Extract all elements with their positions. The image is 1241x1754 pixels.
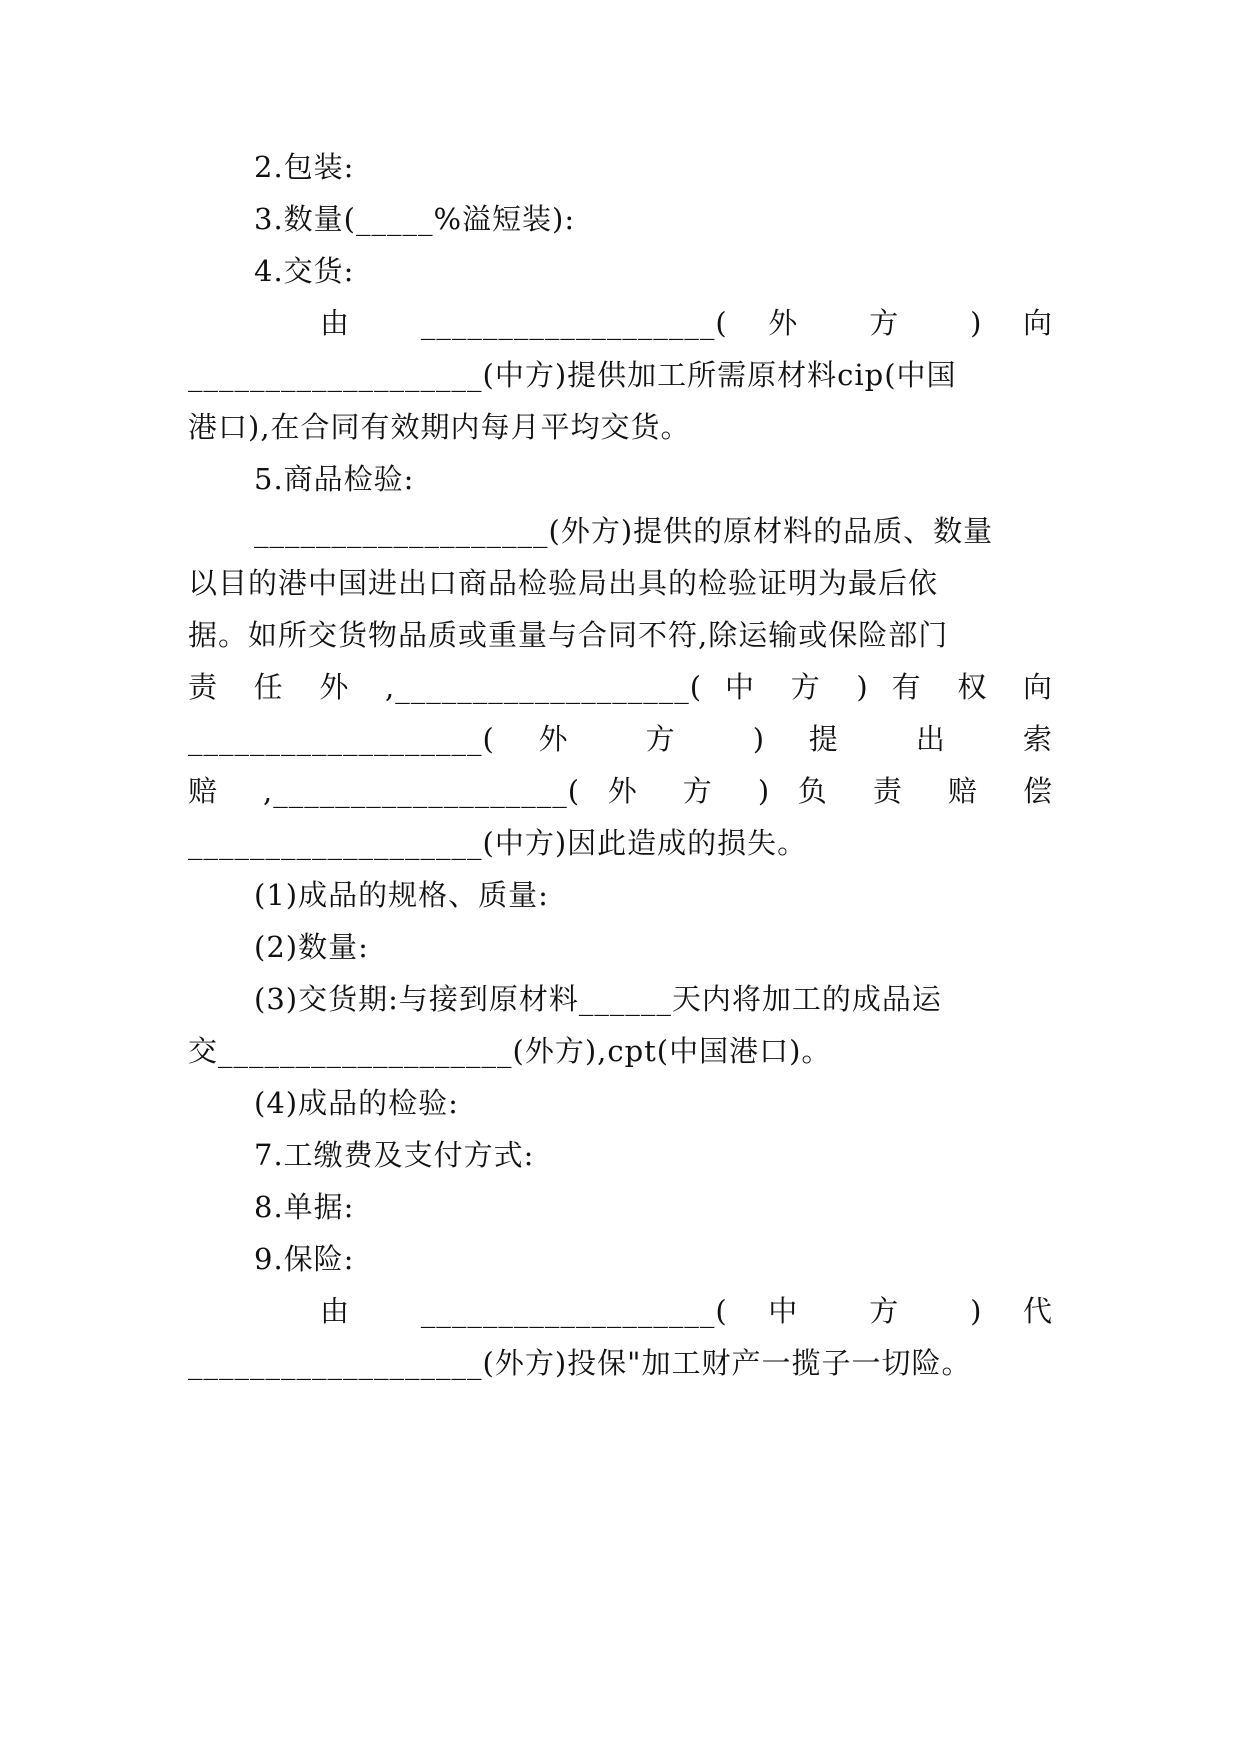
section-documents: 8.单据: <box>254 1190 355 1224</box>
delivery-line-2: ___________________(中方)提供加工所需原材料cip(中国 <box>188 358 957 392</box>
insurance-line-2: ___________________(外方)投保"加工财产一揽子一切险。 <box>188 1346 972 1380</box>
section-delivery: 4.交货: <box>254 254 355 288</box>
inspection-line-5: ___________________( 外 方 ) 提 出 索 <box>188 722 1053 756</box>
delivery-line-3: 港口),在合同有效期内每月平均交货。 <box>188 410 691 444</box>
item-product-spec: (1)成品的规格、质量: <box>254 878 549 912</box>
item-delivery-period-cont: 交___________________(外方),cpt(中国港口)。 <box>188 1034 832 1068</box>
inspection-line-6: 赔 ,___________________( 外 方 ) 负 责 赔 偿 <box>188 774 1053 808</box>
section-packaging: 2.包装: <box>254 150 355 184</box>
item-product-quantity: (2)数量: <box>254 930 369 964</box>
section-insurance: 9.保险: <box>254 1242 355 1276</box>
inspection-line-7: ___________________(中方)因此造成的损失。 <box>188 826 808 860</box>
section-quantity: 3.数量(_____%溢短装): <box>254 202 576 236</box>
inspection-line-1: ___________________(外方)提供的原材料的品质、数量 <box>254 514 994 548</box>
inspection-line-3: 据。如所交货物品质或重量与合同不符,除运输或保险部门 <box>188 618 949 652</box>
inspection-line-2: 以目的港中国进出口商品检验局出具的检验证明为最后依 <box>188 566 939 600</box>
section-inspection: 5.商品检验: <box>254 462 415 496</box>
item-product-inspection: (4)成品的检验: <box>254 1086 459 1120</box>
item-delivery-period: (3)交货期:与接到原材料______天内将加工的成品运 <box>254 982 942 1016</box>
section-processing-fee: 7.工缴费及支付方式: <box>254 1138 535 1172</box>
inspection-line-4: 责 任 外 ,___________________( 中 方 ) 有 权 向 <box>188 670 1053 704</box>
insurance-line-1: 由 ___________________( 中 方 ) 代 <box>320 1294 1053 1328</box>
delivery-line-1: 由 ___________________( 外 方 ) 向 <box>320 306 1053 340</box>
